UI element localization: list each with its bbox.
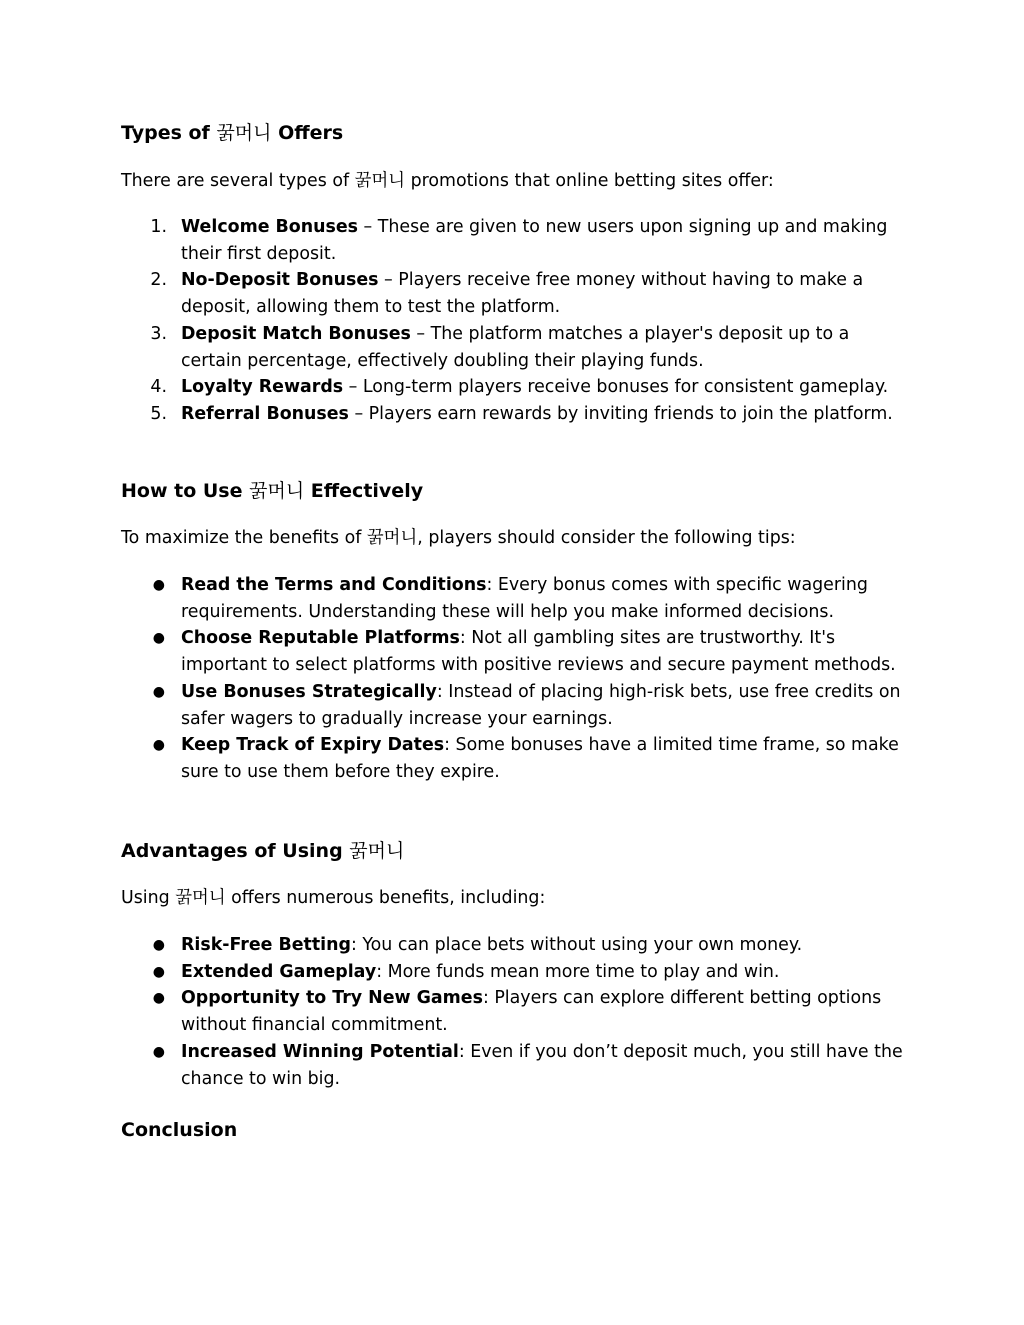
numbered-list-types: [121, 214, 906, 428]
list-item-term: Read the Terms and Conditions: [181, 575, 487, 595]
list-item-term: Deposit Match Bonuses: [181, 323, 411, 344]
section-intro-types: [121, 168, 774, 194]
list-item-text: : Players can explore different betting options without financial commitment.: [181, 988, 882, 1036]
list-item-text: : Not all gambling sites are trustworthy. It's important to select platforms with positive reviews and secure payment methods.: [181, 628, 896, 676]
list-item-text: – Long-term players receive bonuses for consistent gameplay.: [343, 377, 889, 398]
list-item-term: Referral Bonuses: [181, 403, 349, 424]
list-item-term: Increased Winning Potential: [181, 1041, 459, 1062]
list-item-text: : Some bonuses have a limited time frame, so make sure to use them before they expire.: [181, 735, 899, 782]
keyword: 꿁머니: [216, 122, 272, 144]
intro-text: , players should consider the following tips:: [417, 528, 796, 548]
heading-text: Types of: [121, 122, 217, 144]
list-item-text: : More funds mean more time to play and win.: [376, 961, 780, 982]
section-intro-advantages: [121, 885, 545, 911]
keyword: 꿁머니: [349, 840, 405, 862]
section-heading-conclusion: Conclusion: [121, 1119, 238, 1141]
keyword: 꿁머니: [249, 480, 305, 502]
list-item-text: – The platform matches a player's deposit up to a certain percentage, effectively doubling their playing funds.: [181, 323, 850, 371]
section-heading-advantages: [121, 838, 404, 864]
list-item: [121, 985, 906, 1038]
list-item-text: – Players receive free money without having to make a deposit, allowing them to test the platform.: [181, 270, 864, 318]
list-item-text: : Instead of placing high-risk bets, use free credits on safer wagers to gradually increase your earnings.: [181, 681, 901, 729]
list-item: [121, 572, 906, 625]
intro-text: promotions that online betting sites offer:: [405, 171, 774, 191]
list-item-term: Choose Reputable Platforms: [181, 628, 460, 649]
keyword: 꿁머니: [354, 171, 406, 191]
list-item: [121, 1039, 906, 1092]
list-item-term: Opportunity to Try New Games: [181, 988, 483, 1009]
list-item-term: Use Bonuses Strategically: [181, 681, 437, 702]
list-item-text: – Players earn rewards by inviting friends to join the platform.: [348, 403, 893, 424]
bullet-icon: ●: [152, 737, 165, 754]
bullet-icon: ●: [152, 1043, 165, 1060]
section-heading-types: [121, 120, 343, 146]
list-item-term: Loyalty Rewards: [181, 377, 344, 398]
bullet-icon: ●: [152, 630, 165, 647]
heading-text: Effectively: [304, 480, 424, 502]
intro-text: To maximize the benefits of: [121, 528, 367, 548]
bullet-icon: ●: [152, 937, 165, 953]
list-item: [121, 932, 906, 959]
list-item-term: Extended Gameplay: [181, 961, 377, 982]
bullet-list-use: [121, 572, 906, 786]
list-item-text: : You can place bets without using your own money.: [350, 935, 803, 955]
list-item: [121, 732, 906, 785]
list-item: [121, 374, 906, 401]
bullet-icon: ●: [152, 963, 165, 980]
intro-text: There are several types of: [121, 171, 355, 191]
list-number: 3.: [150, 323, 167, 344]
list-item: [121, 959, 906, 986]
keyword: 꿁머니: [366, 528, 418, 548]
bullet-list-advantages: [121, 932, 906, 1092]
list-item-term: No-Deposit Bonuses: [181, 270, 379, 291]
list-item-text: – These are given to new users upon signing up and making their first deposit.: [181, 217, 888, 264]
section-intro-use: [121, 525, 796, 551]
list-item-term: Welcome Bonuses: [181, 217, 359, 237]
list-item: [121, 267, 906, 320]
list-item: [121, 321, 906, 374]
list-item-term: Keep Track of Expiry Dates: [181, 735, 445, 756]
list-item-text: : Every bonus comes with specific wagering requirements. Understanding these will help you make informed decisions.: [181, 575, 868, 622]
bullet-icon: ●: [152, 990, 165, 1007]
heading-text: Advantages of Using: [121, 840, 350, 862]
bullet-icon: ●: [152, 577, 165, 593]
list-number: 4.: [150, 377, 167, 398]
list-item: [121, 401, 906, 428]
intro-text: offers numerous benefits, including:: [225, 888, 546, 908]
heading-text: How to Use: [121, 480, 250, 502]
list-item: [121, 214, 906, 267]
section-heading-use: [121, 478, 423, 504]
list-number: 1.: [150, 217, 167, 237]
keyword: 꿁머니: [175, 888, 226, 908]
list-item-text: : Even if you don’t deposit much, you still have the chance to win big.: [181, 1041, 903, 1089]
list-item-term: Risk-Free Betting: [181, 935, 351, 955]
list-number: 2.: [150, 270, 167, 291]
list-item: [121, 679, 906, 732]
bullet-icon: ●: [152, 683, 165, 700]
intro-text: Using: [121, 888, 176, 908]
list-item: [121, 625, 906, 678]
list-number: 5.: [150, 403, 167, 424]
heading-text: Offers: [271, 122, 344, 144]
